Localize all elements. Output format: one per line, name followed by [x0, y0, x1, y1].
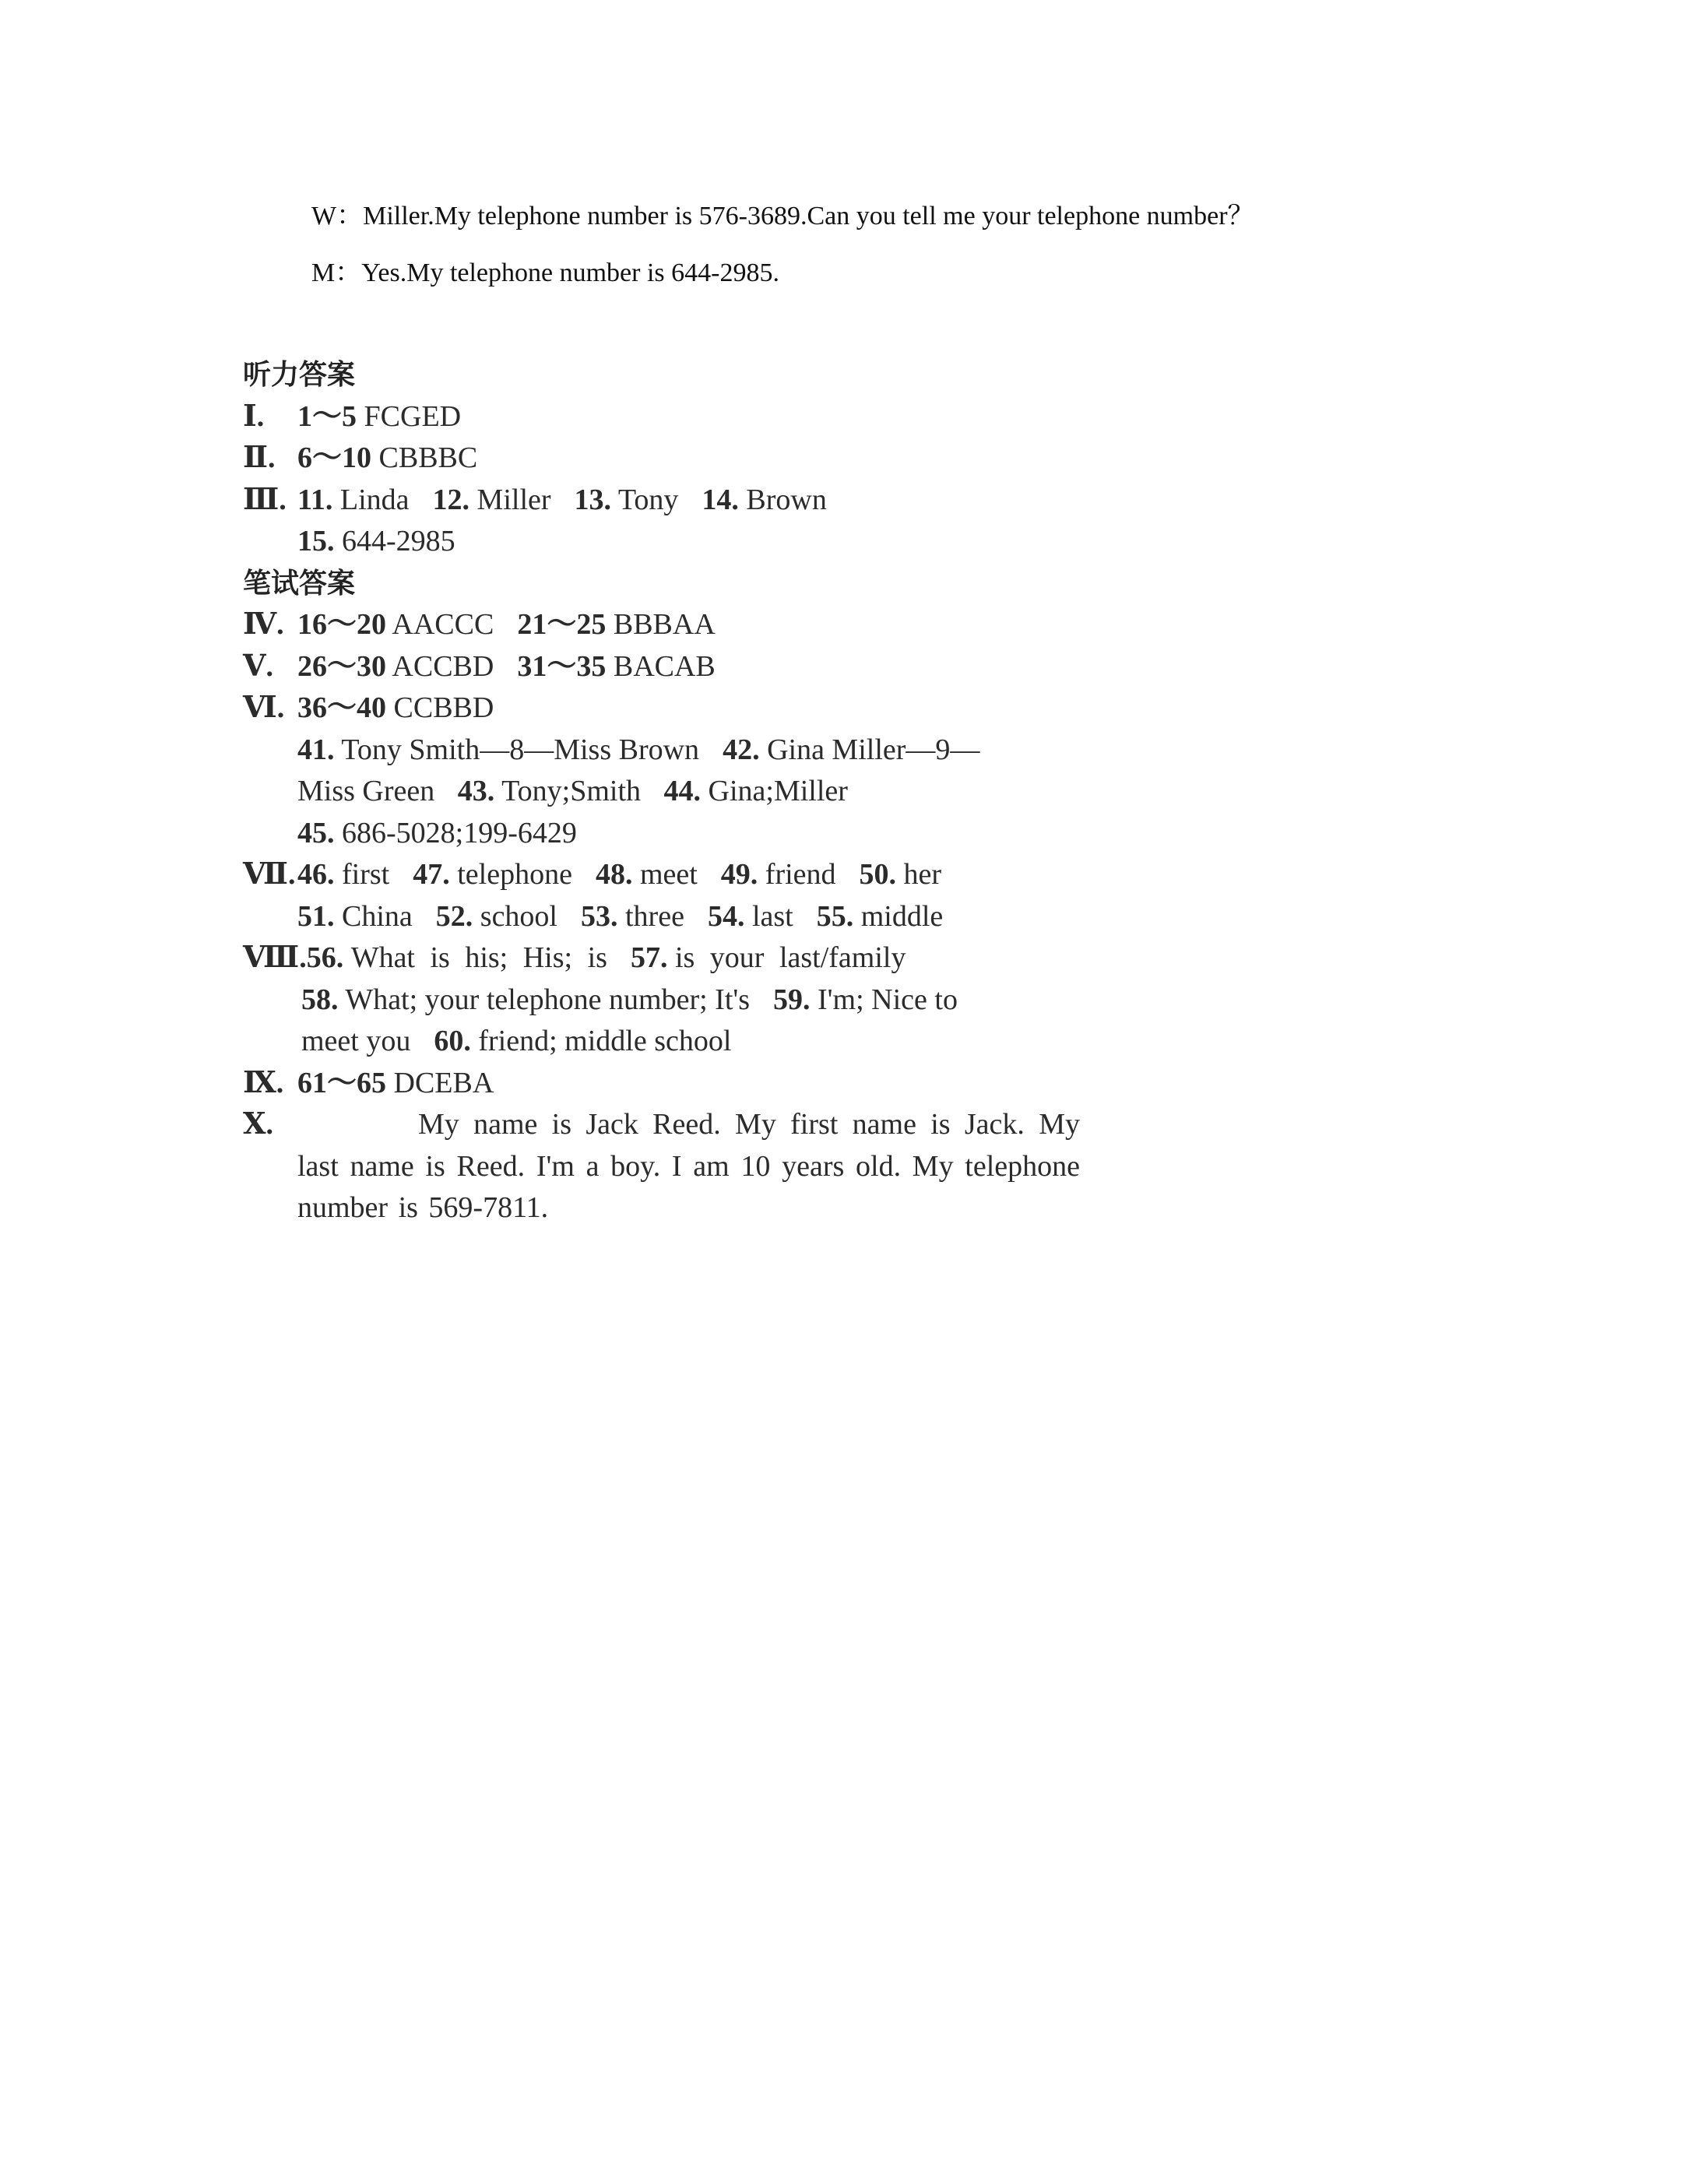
answer-text: BBBAA [613, 608, 716, 641]
question-range: 21～25 [517, 608, 607, 641]
answer-text: friend [765, 858, 836, 891]
answer-text: school [480, 899, 557, 933]
answer-text: 686-5028;199-6429 [342, 816, 577, 849]
question-number: 60. [434, 1025, 471, 1057]
answer-text: DCEBA [393, 1066, 494, 1099]
question-number: 54. [707, 899, 745, 933]
answer-text: Miller [477, 483, 551, 516]
question-number: 45. [297, 816, 335, 849]
question-range: 6～10 [297, 441, 372, 474]
answer-text: FCGED [364, 399, 462, 433]
question-number: 11. [297, 483, 333, 516]
answer-text: China [342, 899, 413, 933]
answer-text: CBBBC [378, 441, 478, 474]
answer-text: friend; middle school [478, 1025, 732, 1057]
answer-text: Tony Smith—8—Miss Brown [341, 733, 700, 766]
section-roman: Ⅴ. [243, 649, 273, 683]
section-8-row-3 [243, 1021, 1099, 1063]
section-roman: Ⅰ. [243, 399, 265, 433]
speaker-label: W [311, 202, 337, 230]
question-number: 49. [720, 858, 758, 891]
question-number: 53. [581, 899, 618, 933]
dialogue-line-w [311, 201, 1254, 232]
question-number: 47. [413, 858, 450, 891]
dialogue-text: Miller.My telephone number is 576-3689.Can you tell me your telephone number？ [363, 202, 1254, 230]
section-roman: Ⅷ. [243, 941, 307, 974]
question-range: 36～40 [297, 691, 387, 724]
listening-heading: 听力答案 [243, 359, 356, 391]
section-3-cont [243, 521, 1099, 563]
answer-text: ACCBD [392, 649, 494, 683]
section-2 [243, 438, 1099, 480]
question-range: 1～5 [297, 399, 357, 433]
answer-text: Tony;Smith [501, 775, 642, 807]
section-6-row-1 [243, 730, 1099, 772]
section-roman: Ⅹ. [243, 1108, 273, 1141]
section-8 [243, 937, 1099, 979]
answer-text: What is his; His; is [350, 941, 607, 974]
question-number: 50. [859, 858, 897, 891]
answer-key [243, 354, 1099, 1229]
answer-text: CCBBD [393, 691, 494, 724]
answer-text: last [751, 899, 793, 933]
question-range: 61～65 [297, 1066, 387, 1099]
answer-text: meet you [301, 1025, 411, 1057]
section-4 [243, 604, 1099, 646]
section-1 [243, 396, 1099, 438]
question-number: 15. [297, 525, 335, 557]
section-10 [243, 1104, 1099, 1229]
question-number: 48. [595, 858, 633, 891]
question-range: 26～30 [297, 649, 387, 683]
question-number: 52. [435, 899, 473, 933]
section-7 [243, 854, 1099, 896]
section-6-row-3 [243, 813, 1099, 855]
question-number: 44. [663, 775, 702, 807]
essay-paragraph: My name is Jack Reed. My first name is Jack. My last name is Reed. I'm a boy. I am 10 years old. My telephone number is 569-7811. [297, 1108, 1080, 1224]
written-heading: 笔试答案 [243, 567, 356, 600]
question-number: 51. [297, 899, 335, 933]
answer-text: is your last/family [674, 941, 906, 974]
section-roman: Ⅶ. [243, 858, 296, 891]
question-number: 58. [301, 983, 339, 1016]
speaker-separator: ： [336, 202, 364, 230]
answer-text: I'm; Nice to [818, 983, 958, 1016]
question-number: 43. [457, 775, 495, 807]
section-3 [243, 480, 1099, 522]
speaker-separator: ： [335, 258, 362, 287]
section-roman: Ⅱ. [243, 441, 276, 474]
section-8-row-2 [243, 979, 1099, 1022]
answer-text: Gina;Miller [708, 775, 848, 807]
speaker-label: M [311, 258, 336, 287]
answer-text: Tony [617, 483, 679, 516]
question-range: 16～20 [297, 608, 387, 641]
section-9 [243, 1063, 1099, 1105]
question-number: 42. [723, 733, 760, 766]
answer-text: first [342, 858, 390, 891]
dialogue-text: Yes.My telephone number is 644-2985. [361, 258, 779, 287]
answer-text: middle [860, 899, 944, 933]
section-roman: Ⅸ. [243, 1066, 284, 1099]
section-6 [243, 688, 1099, 730]
section-roman: Ⅳ. [243, 608, 284, 641]
answer-text: Gina Miller—9— [767, 733, 980, 766]
question-number: 56. [306, 941, 344, 974]
answer-text: meet [639, 858, 698, 891]
question-number: 14. [702, 483, 739, 516]
dialogue-line-m [311, 258, 779, 289]
question-number: 55. [816, 899, 854, 933]
question-number: 57. [630, 941, 668, 974]
answer-text: telephone [457, 858, 572, 891]
section-roman: Ⅵ. [243, 691, 285, 724]
question-number: 46. [297, 858, 335, 891]
section-6-row-2 [243, 771, 1099, 813]
answer-text: three [625, 899, 684, 933]
answer-text: BACAB [613, 649, 716, 683]
answer-text: her [903, 858, 942, 891]
answer-text: What; your telephone number; It's [345, 983, 751, 1016]
question-number: 41. [297, 733, 335, 766]
question-number: 13. [574, 483, 612, 516]
section-roman: Ⅲ. [243, 483, 287, 516]
question-number: 12. [432, 483, 470, 516]
section-7-cont [243, 896, 1099, 938]
question-range: 31～35 [517, 649, 607, 683]
answer-text: Brown [746, 483, 827, 516]
question-number: 59. [773, 983, 811, 1016]
answer-text: Linda [339, 483, 410, 516]
answer-text: 644-2985 [342, 525, 455, 557]
section-5 [243, 646, 1099, 688]
answer-text: Miss Green [297, 775, 435, 807]
answer-text: AACCC [392, 608, 494, 641]
